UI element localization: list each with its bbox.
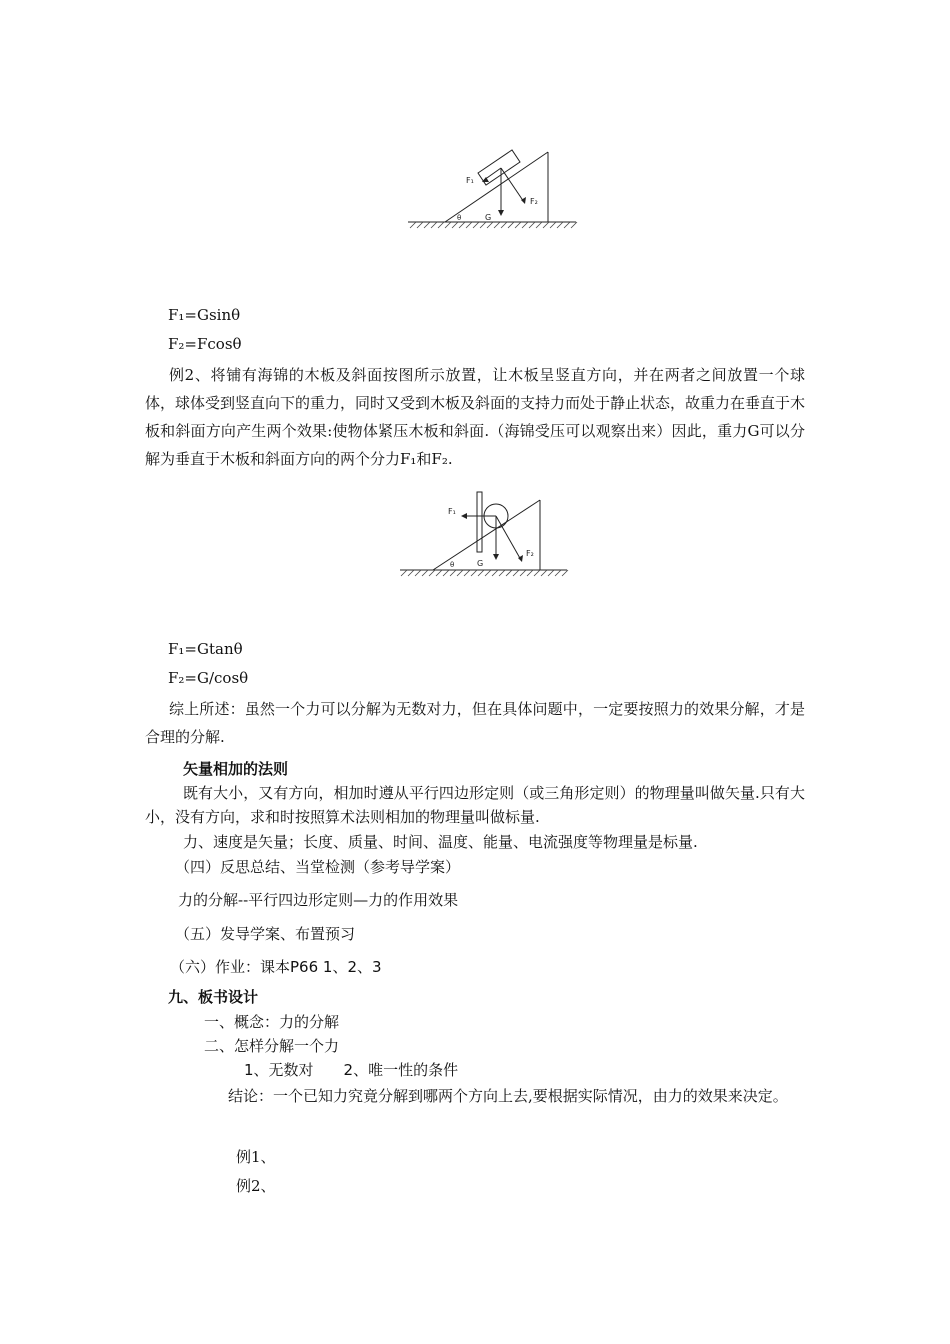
d2-label-f1: F₁ [448,507,456,516]
d2-label-f2: F₂ [526,549,534,558]
formula-f2-cos: F₂=Fcosθ [168,335,242,353]
formula-f1-tan: F₁=Gtanθ [168,640,243,658]
d1-label-f1: F₁ [466,176,474,185]
ground-hatch [410,222,577,228]
d1-label-f2: F₂ [530,197,538,206]
formula-f2-div-cos: F₂=G/cosθ [168,669,249,687]
board-design-heading: 九、板书设计 [168,988,259,1006]
d1-label-g: G [485,213,492,222]
ground-hatch [401,570,568,576]
board-example-1: 例1、 [236,1148,276,1166]
section-4-heading: （四）反思总结、当堂检测（参考导学案） [175,858,461,876]
d1-label-theta: θ [457,214,462,222]
incline-block-diagram [400,140,585,235]
section-4-summary-line: 力的分解--平行四边形定则—力的作用效果 [178,891,459,909]
d2-label-theta: θ [450,561,455,569]
board-item-how: 二、怎样分解一个力 [204,1037,340,1055]
board-item-concept: 一、概念：力的分解 [204,1013,340,1031]
vector-scalar-examples: 力、速度是矢量；长度、质量、时间、温度、能量、电流强度等物理量是标量. [183,833,698,851]
section-5-heading: （五）发导学案、布置预习 [175,925,356,943]
d2-label-g: G [477,559,484,568]
board-example-2: 例2、 [236,1177,276,1195]
board-sub-items: 1、无数对 2、唯一性的条件 [244,1061,459,1079]
board-conclusion: 结论：一个已知力究竟分解到哪两个方向上去,要根据实际情况，由力的效果来决定。 [228,1087,788,1105]
ball-board-incline-diagram [395,488,570,583]
example-2-text: 例2、将铺有海锦的木板及斜面按图所示放置，让木板呈竖直方向，并在两者之间放置一个球体，球体受到竖直向下的重力，同时又受到木板及斜面的支持力而处于静止状态，故重力在垂直于木板和斜面方向产生两个效果:使物体紧压木板和斜面.（海锦受压可以观察出来）因此，重力G可以分解为垂直于木板和斜面方向的两个分力F₁和F₂. [145,366,806,468]
formula-f1-sin: F₁=Gsinθ [168,306,241,324]
summary-text: 综上所述：虽然一个力可以分解为无数对力，但在具体问题中，一定要按照力的效果分解，才是合理的分解. [145,700,805,746]
section-6-homework: （六）作业：课本P66 1、2、3 [170,958,382,976]
vector-rule-heading: 矢量相加的法则 [183,760,289,778]
vector-rule-text: 既有大小，又有方向，相加时遵从平行四边形定则（或三角形定则）的物理量叫做矢量.只有大小，没有方向，求和时按照算术法则相加的物理量叫做标量. [145,784,805,826]
